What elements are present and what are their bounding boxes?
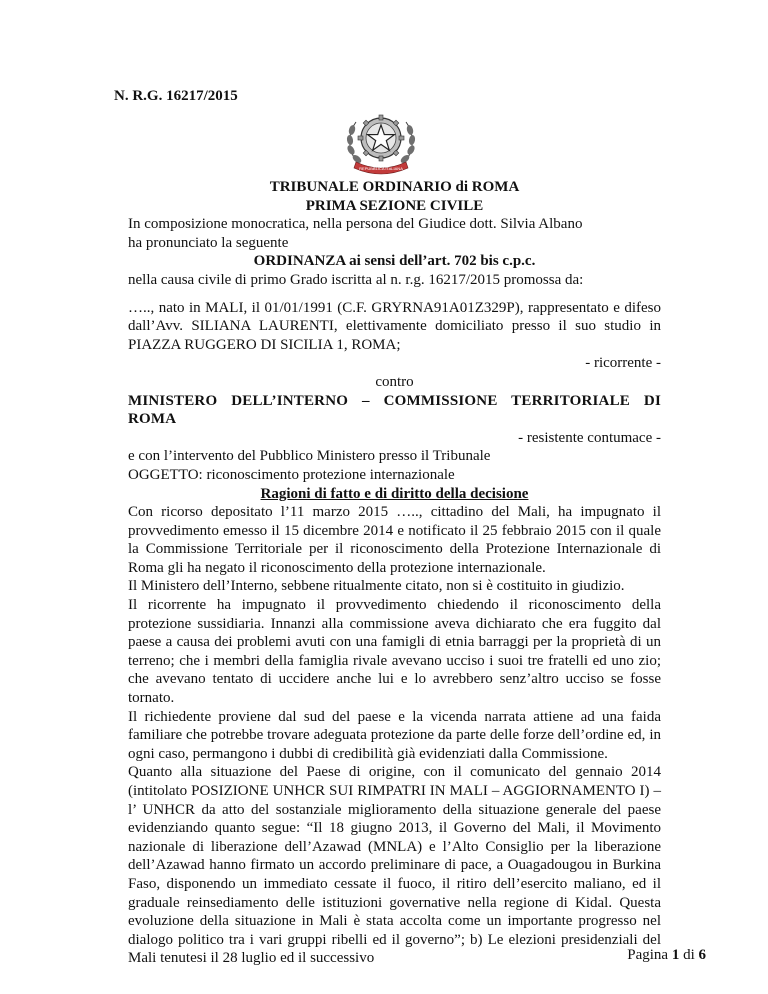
reasons-paragraph: Con ricorso depositato l’11 marzo 2015 ….., cittadino del Mali, ha impugnato il provvedimento emesso il 15 dicembre 2014 e notificato il 25 febbraio 2015 con il quale la Commissione Territoriale per il riconoscimento della Protezione Internazionale di Roma gli ha negato il riconoscimento della protezione internazionale.	[128, 504, 661, 576]
respondent-name: MINISTERO DELL’INTERNO – COMMISSIONE TERRITORIALE DI ROMA	[128, 392, 661, 428]
italian-republic-emblem	[342, 108, 420, 176]
reasons-heading: Ragioni di fatto e di diritto della decisione	[260, 485, 529, 502]
pronounced-line: ha pronunciato la seguente	[128, 234, 289, 251]
applicant-text: ….., nato in MALI, il 01/01/1991 (C.F. GRYRNA91A01Z329P), rappresentato e difeso dall’Avv. SILIANA LAURENTI, elettivamente domiciliato presso il suo studio in PIAZZA RUGGERO DI SICILIA 1, ROMA;	[128, 299, 661, 353]
court-section: PRIMA SEZIONE CIVILE	[305, 197, 484, 214]
court-composition: In composizione monocratica, nella persona del Giudice dott. Silvia Albano	[128, 216, 583, 233]
document-body	[128, 178, 661, 968]
reasons-paragraph: Il Ministero dell’Interno, sebbene ritualmente citato, non si è costituito in giudizio.	[128, 578, 625, 595]
of-word: di	[683, 947, 695, 963]
case-number: N. R.G. 16217/2015	[114, 88, 238, 104]
reasons-paragraph: Il ricorrente ha impugnato il provvedimento chiedendo il riconoscimento della protezione sussidiaria. Innanzi alla commissione aveva dichiarato che era fuggito dal paese a causa dei problemi avuti con una famigli di etnia barraggi per la proprietà di un terreno; che i membri della famiglia rivale avevano ucciso i suoi tre fratelli ed uno zio; che avevano tentato di uccidere anche lui e lo avrebbero senz’altro ucciso se fosse tornato.	[128, 597, 661, 707]
court-name: TRIBUNALE ORDINARIO di ROMA	[269, 179, 520, 195]
order-title: ORDINANZA ai sensi dell’art. 702 bis c.p.c.	[253, 253, 536, 270]
page-word: Pagina	[627, 947, 669, 963]
cause-line: nella causa civile di primo Grado iscritta al n. r.g. 16217/2015 promossa da:	[128, 271, 584, 288]
emblem-ribbon-text: REPUBBLICA ITALIANA	[359, 166, 403, 171]
page-number: 1	[671, 947, 680, 963]
intervention-line: e con l’intervento del Pubblico Ministero presso il Tribunale	[128, 448, 491, 465]
applicant-role: - ricorrente -	[585, 355, 661, 372]
page-total: 6	[698, 947, 706, 963]
page-footer	[627, 947, 706, 964]
reasons-paragraph: Il richiedente proviene dal sud del paese e la vicenda narrata attiene ad una faida familiare che potrebbe trovare adeguata protezione da parte delle forze dell’ordine ed, in ogni caso, permangono i dubbi di credibilità già evidenziati dalla Commissione.	[128, 708, 661, 762]
against-word: contro	[375, 373, 414, 390]
respondent-role: - resistente contumace -	[518, 429, 661, 446]
subject-line: OGGETTO: riconoscimento protezione internazionale	[128, 466, 455, 483]
reasons-paragraph: Quanto alla situazione del Paese di origine, con il comunicato del gennaio 2014 (intitolato POSIZIONE UNHCR SUI RIMPATRI IN MALI – AGGIORNAMENTO I) – l’ UNHCR da atto del sostanziale miglioramento della situazione generale del paese evidenziando quanto segue: “Il 18 giugno 2013, il Governo del Mali, il Movimento nazionale di liberazione dell’Azawad (MNLA) e l’Alto Consiglio per la liberazione dell’Azawad hanno firmato un accordo preliminare di pace, a Ouagadougou in Burkina Faso, disponendo un immediato cessate il fuoco, il ritiro dell’esercito maliano, ed il graduale reinsediamento delle istituzioni governative nella regione di Kidal. Questa evoluzione della situazione in Mali è stata accolta come un importante progresso nel dialogo politico tra i vari gruppi ribelli ed il governo”; b) Le elezioni presidenziali del Mali tenutesi il 28 luglio ed il successivo	[128, 764, 661, 967]
